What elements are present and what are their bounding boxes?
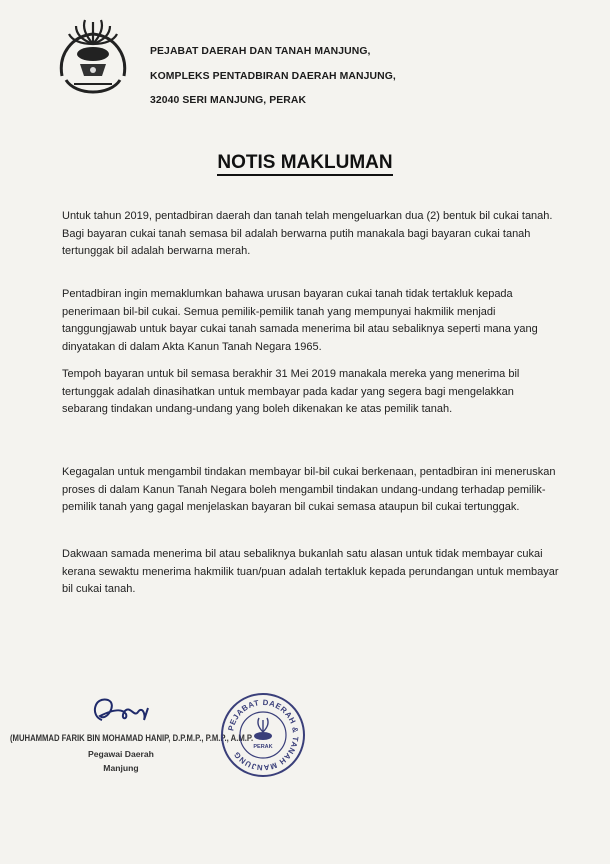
seal-center-text: PERAK (253, 744, 273, 750)
officer-title: Pegawai Daerah (88, 749, 154, 759)
paragraph-payment-deadline: Tempoh bayaran untuk bil semasa berakhir 31 Mei 2019 manakala mereka yang menerima bil tertunggak adalah dinasihatkan untuk membayar pada kadar yang segera bagi mengelakkan sebarang tindakan undang-undang yang boleh dikenakan ke atas pemilik tanah. (62, 368, 520, 416)
letterhead-office: PEJABAT DAERAH DAN TANAH MANJUNG, (150, 46, 371, 57)
perak-crest-icon (52, 14, 134, 106)
notice-title: NOTIS MAKLUMAN (217, 152, 392, 176)
letterhead-complex: KOMPLEKS PENTADBIRAN DAERAH MANJUNG, (150, 70, 396, 82)
signature-icon (72, 690, 182, 730)
paragraph-payment-obligation: Pentadbiran ingin memaklumkan bahawa urusan bayaran cukai tanah tidak tertakluk kepada penerimaan bil-bil cukai. Semua pemilik-pemilik tanah yang mempunyai hakmilik menjadi tanggungjawab untuk bayar cukai tanah samada menerima bil atau sebaliknya seperti mana yang dinyatakan di dalam Akta Kanun Tanah Negara 1965. (62, 288, 538, 353)
paragraph-no-excuse: Dakwaan samada menerima bil atau sebaliknya bukanlah satu alasan untuk tidak membayar cukai kerana sewaktu menerima hakmilik tuan/puan adalah tertakluk kepada perundangan untuk membayar bil cukai tanah. (62, 548, 559, 596)
paragraph-bill-types: Untuk tahun 2019, pentadbiran daerah dan tanah telah mengeluarkan dua (2) bentuk bil cukai tanah. Bagi bayaran cukai tanah semasa bil adalah berwarna putih manakala bagi bayaran cukai tanah tertunggak bil adalah berwarna merah. (62, 210, 553, 258)
officer-role (88, 747, 154, 775)
letterhead-address: 32040 SERI MANJUNG, PERAK (150, 95, 307, 106)
notice-title-wrap (0, 152, 610, 174)
letterhead (150, 40, 396, 114)
officer-name: (MUHAMMAD FARIK BIN MOHAMAD HANIP, D.P.M.P., P.M.P., A.M.P. (10, 733, 254, 744)
office-seal-icon (220, 692, 306, 778)
seal-ring-text: PEJABAT DAERAH & TANAH MANJUNG (226, 697, 301, 773)
paragraph-legal-action: Kegagalan untuk mengambil tindakan membayar bil-bil cukai berkenaan, pentadbiran ini meneruskan proses di dalam Kanun Tanah Negara boleh mengambil tindakan undang-undang terhadap pemilik-pemilik tanah yang gagal menjelaskan bayaran bil cukai semasa ataupun bil cukai tertunggak. (62, 466, 556, 514)
officer-district: Manjung (103, 763, 139, 773)
